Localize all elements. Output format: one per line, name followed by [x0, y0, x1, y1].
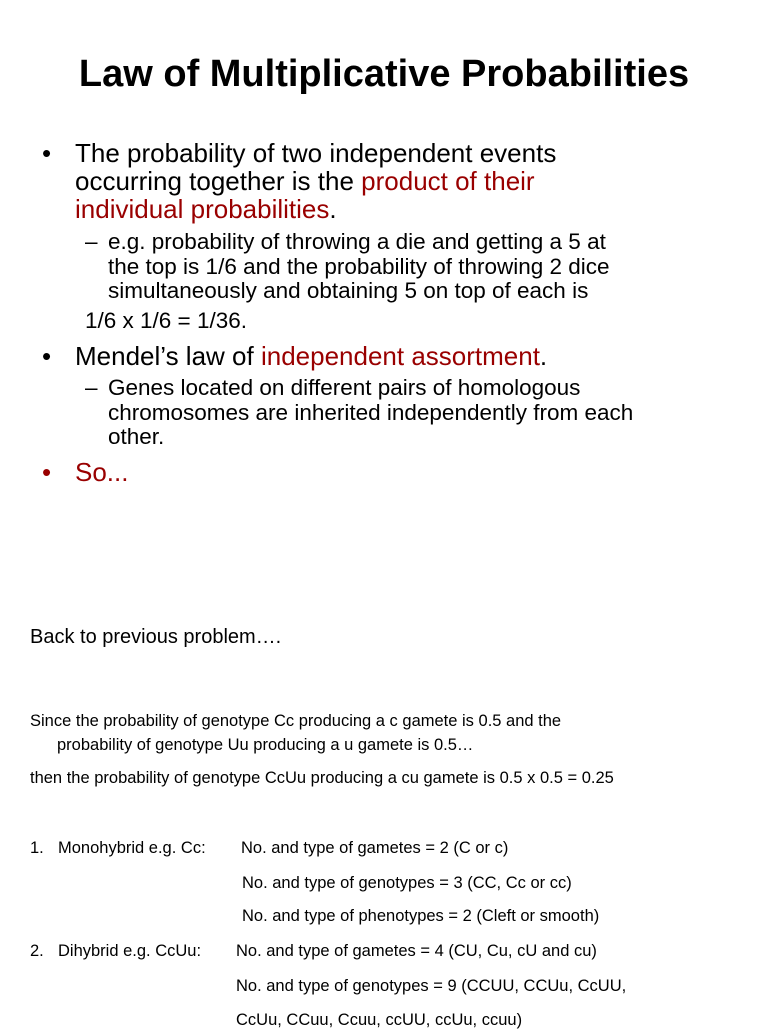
list-item-1-line-2: No. and type of genotypes = 3 (CC, Cc or cc) — [242, 874, 572, 892]
list-item-2-line-1: No. and type of gametes = 4 (CU, Cu, cU and cu) — [236, 942, 597, 960]
bullet-marker: • — [42, 457, 52, 487]
highlight-text: product of their — [361, 166, 535, 196]
paragraph-1-line-1: Since the probability of genotype Cc producing a c gamete is 0.5 and the — [30, 712, 562, 730]
highlight-text: independent assortment — [260, 341, 540, 371]
sub-bullet-2-line-1: Genes located on different pairs of homologous — [108, 375, 581, 400]
bullet-1-line-2: occurring together is the product of their — [75, 166, 535, 196]
highlight-text: individual probabilities — [75, 194, 330, 224]
list-item-1-line-1: No. and type of gametes = 2 (C or c) — [241, 839, 509, 857]
bullet-2-line: Mendel’s law of independent assortment. — [75, 341, 548, 371]
paragraph-2: then the probability of genotype CcUu producing a cu gamete is 0.5 x 0.5 = 0.25 — [30, 769, 614, 787]
sub-bullet-1-line-3: simultaneously and obtaining 5 on top of each is — [108, 278, 589, 303]
list-item-2-number: 2. — [30, 942, 44, 960]
paragraph-1-line-2: probability of genotype Uu producing a u gamete is 0.5… — [57, 736, 474, 754]
sub-bullet-2-line-3: other. — [108, 424, 165, 449]
page-title: Law of Multiplicative Probabilities — [78, 53, 690, 95]
bullet-3-line: So... — [75, 457, 129, 487]
list-item-1-lead: Monohybrid e.g. Cc: — [58, 839, 206, 857]
list-item-1-number: 1. — [30, 839, 44, 857]
sub-bullet-1-line-1: e.g. probability of throwing a die and getting a 5 at — [108, 229, 606, 254]
sub-bullet-marker: – — [85, 375, 98, 400]
sub-bullet-2-line-2: chromosomes are inherited independently from each — [108, 399, 634, 425]
sub-bullet-1-extra: 1/6 x 1/6 = 1/36. — [85, 308, 247, 333]
bullet-marker: • — [42, 138, 52, 168]
list-item-2-line-2: No. and type of genotypes = 9 (CCUU, CCUu, CcUU, — [236, 977, 627, 995]
sub-bullet-marker: – — [85, 229, 98, 254]
bullet-marker: • — [42, 341, 52, 371]
sub-bullet-1-line-2: the top is 1/6 and the probability of throwing 2 dice — [108, 253, 610, 279]
list-item-2-lead: Dihybrid e.g. CcUu: — [58, 942, 202, 960]
bullet-1-line-3: individual probabilities. — [75, 194, 337, 224]
bullet-1-line-1: The probability of two independent events — [75, 138, 557, 168]
list-item-2-line-3: CcUu, CCuu, Ccuu, ccUU, ccUu, ccuu) — [236, 1011, 523, 1029]
section-heading: Back to previous problem…. — [30, 626, 282, 648]
list-item-1-line-3: No. and type of phenotypes = 2 (Cleft or smooth) — [242, 907, 600, 925]
